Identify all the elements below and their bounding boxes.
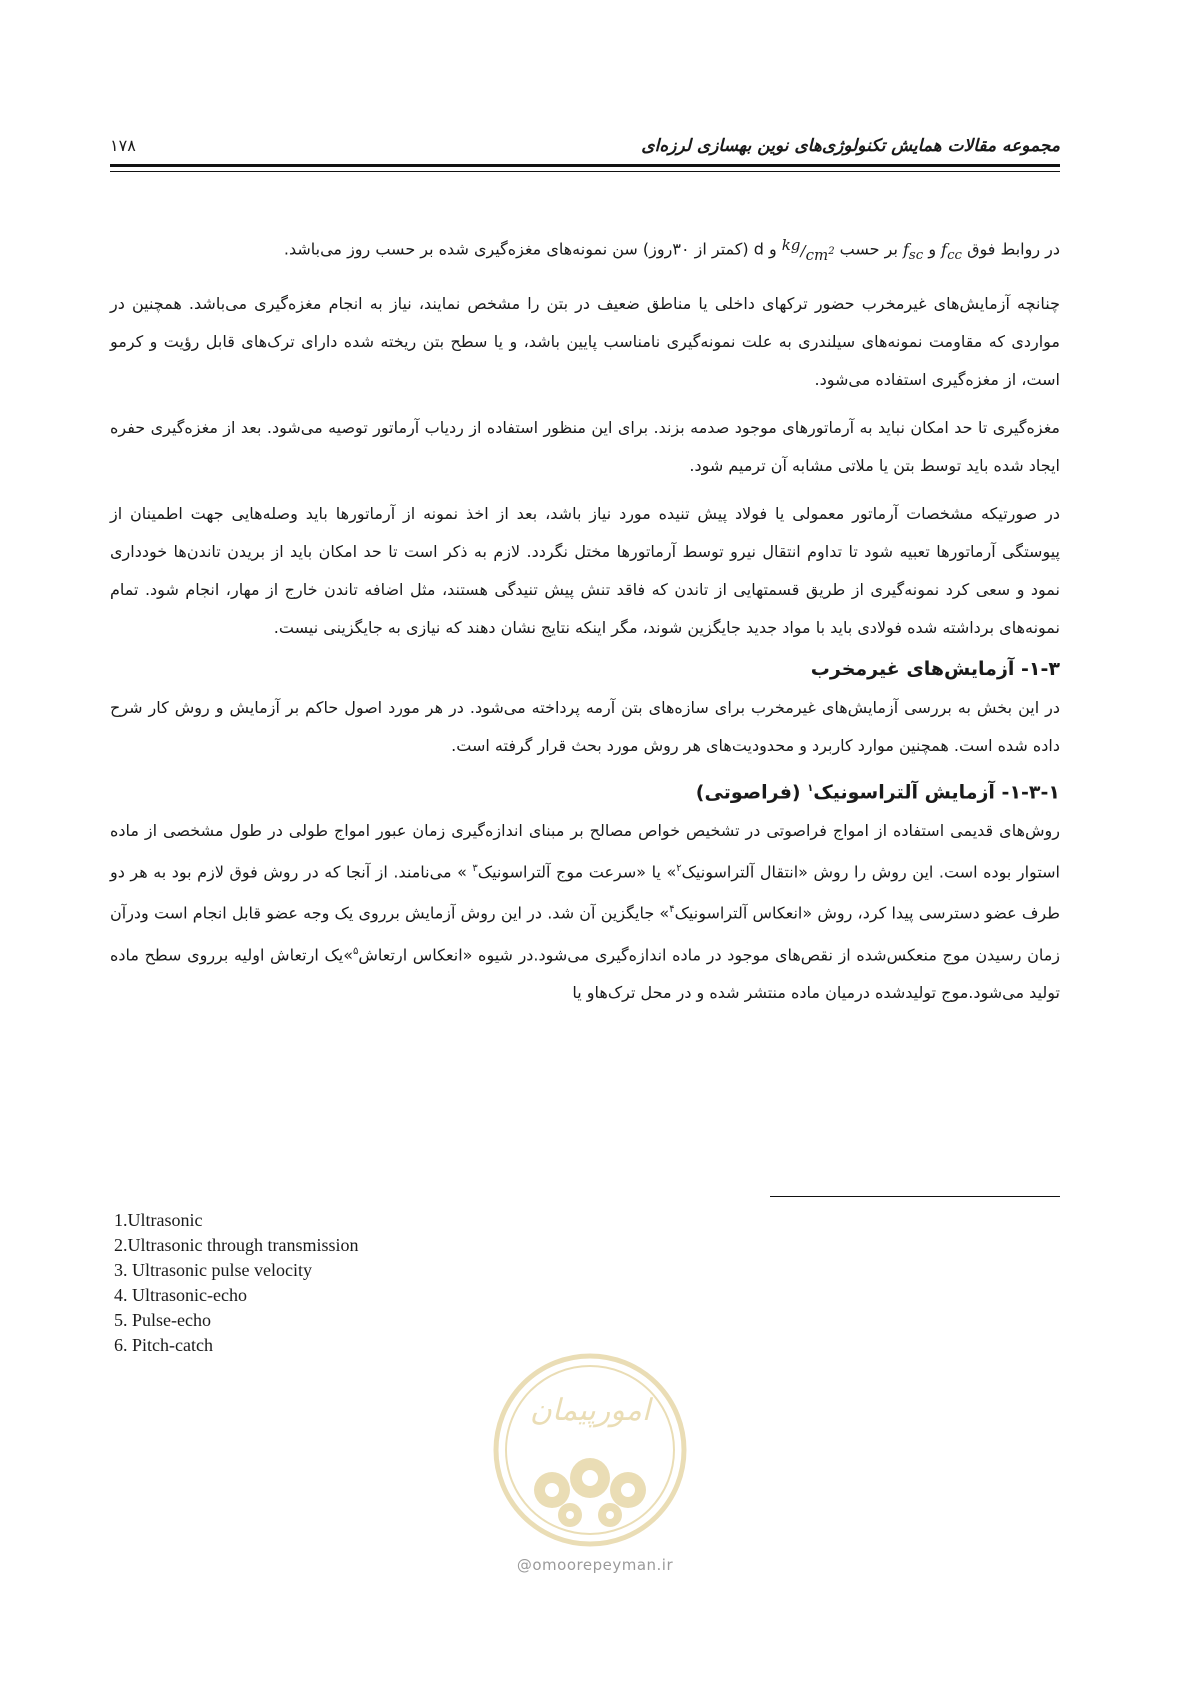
paragraph-rebar-specs: در صورتیکه مشخصات آرماتور معمولی یا فولاد پیش تنیده مورد نیاز باشد، بعد از اخذ نمونه از آرماتورها باید وصله‌هایی جهت اطمینان از پیوستگی آرماتورها تعبیه شود تا تداوم انتقال نیرو توسط آرماتورها مختل نگردد. لازم به ذکر است تا حد امکان باید از بریدن تاندن‌ها خودداری نمود و سعی کرد نمونه‌گیری از طریق قسمتهایی از تاندن که فاقد تنش پیش تنیدگی هستند، مثل اضافه تاندن خارج از مهار، انجام شود. تمام نمونه‌های برداشته شده فولادی باید با مواد جدید جایگزین شوند، مگر اینکه نتایج نشان دهند که نیازی به جایگزینی نیست.: [110, 503, 1060, 637]
watermark-url: @omoorepeyman.ir: [516, 1556, 674, 1574]
paragraph-ndt-intro: در این بخش به بررسی آزمایش‌های غیرمخرب برای سازه‌های بتن آرمه پرداخته می‌شود. در هر مورد اصول حاکم بر آزمایش و روش کار شرح داده شده است. همچنین موارد کاربرد و محدودیت‌های هر روش مورد بحث قرار گرفته است.: [110, 697, 1060, 755]
section-heading-ndt: ۱-۳- آزمایش‌های غیرمخرب: [810, 657, 1060, 680]
f-sc-symbol: $f_{sc}$: [903, 239, 924, 263]
footnote-item: 3. Ultrasonic pulse velocity: [114, 1260, 312, 1280]
footnote-item: 5. Pulse-echo: [114, 1310, 211, 1330]
header-rule-thin: [110, 171, 1060, 172]
paragraph-ultrasonic: روش‌های قدیمی استفاده از امواج فراصوتی در تشخیص خواص مصالح بر مبنای اندازه‌گیری زمان عبور امواج طولی در طول مشخصی از ماده استوار بوده است. این روش را روش «انتقال آلتراسونیک$^۲$» یا «سرعت موج آلتراسونیک$^۳$ » می‌نامند. از آنجا که در روش فوق لازم بود به هر دو طرف عضو دسترسی پیدا کرد، روش «انعکاس آلتراسونیک$^۴$» جایگزین آن شد. در این روش آزمایش برروی یک وجه عضو قابل انجام است ودرآن زمان رسیدن موج منعکس‌شده از نقص‌های موجود در ماده اندازه‌گیری می‌شود.در شیوه «انعکاس ارتعاش$^۵$»یک ارتعاش اولیه برروی سطح ماده تولید می‌شود.موج تولیدشده درمیان ماده منتشر شده و در محل ترک‌هاو یا: [110, 821, 1061, 1002]
footnote-separator: [770, 1196, 1060, 1197]
paragraph-formula-legend: در روابط فوق $f_{cc}$ و $f_{sc}$ بر حسب $^{kg}/_{cm^2}$ و d (کمتر از ۳۰روز) سن نمونه‌های مغزه‌گیری شده بر حسب روز می‌باشد.: [110, 226, 1060, 275]
header-rule-thick: [110, 164, 1060, 167]
page-header: [110, 130, 1060, 158]
main-content: [110, 226, 1060, 1022]
svg-text:امورپیمان: امورپیمان: [529, 1393, 651, 1428]
footnotes: [114, 1208, 714, 1358]
section-heading-ultrasonic: ۱-۳-۱- آزمایش آلتراسونیک$^۱$ (فراصوتی): [695, 781, 1060, 804]
footnote-item: 6. Pitch-catch: [114, 1335, 213, 1355]
footnote-item: 1.Ultrasonic: [114, 1210, 203, 1230]
paragraph-coring-need: چنانچه آزمایش‌های غیرمخرب حضور ترکهای داخلی یا مناطق ضعیف در بتن را مشخص نمایند، نیاز به انجام مغزه‌گیری می‌باشد. همچنین در مواردی که مقاومت نمونه‌های سیلندری به علت نمونه‌گیری نامناسب پایین باشد، و یا سطح بتن ریخته شده دارای ترک‌های قابل رؤیت و کرمو است، از مغزه‌گیری استفاده می‌شود.: [110, 293, 1060, 389]
footnote-item: 2.Ultrasonic through transmission: [114, 1235, 359, 1255]
page-number: ۱۷۸: [110, 136, 136, 155]
paragraph-coring-rebar: مغزه‌گیری تا حد امکان نباید به آرماتورهای موجود صدمه بزند. برای این منظور استفاده از ردیاب آرماتور توصیه می‌شود. بعد از مغزه‌گیری حفره ایجاد شده باید توسط بتن یا ملاتی مشابه آن ترمیم شود.: [110, 417, 1060, 475]
footnote-item: 4. Ultrasonic-echo: [114, 1285, 247, 1305]
unit-kg-per-cm2: $^{kg}/_{cm^2}$: [781, 236, 835, 264]
copyright-icon: @: [516, 1556, 533, 1574]
journal-title: مجموعه مقالات همایش تکنولوژی‌های نوین بهسازی لرزه‌ای: [641, 136, 1060, 156]
watermark-logo: [490, 1350, 690, 1550]
f-cc-symbol: $f_{cc}$: [941, 239, 963, 263]
